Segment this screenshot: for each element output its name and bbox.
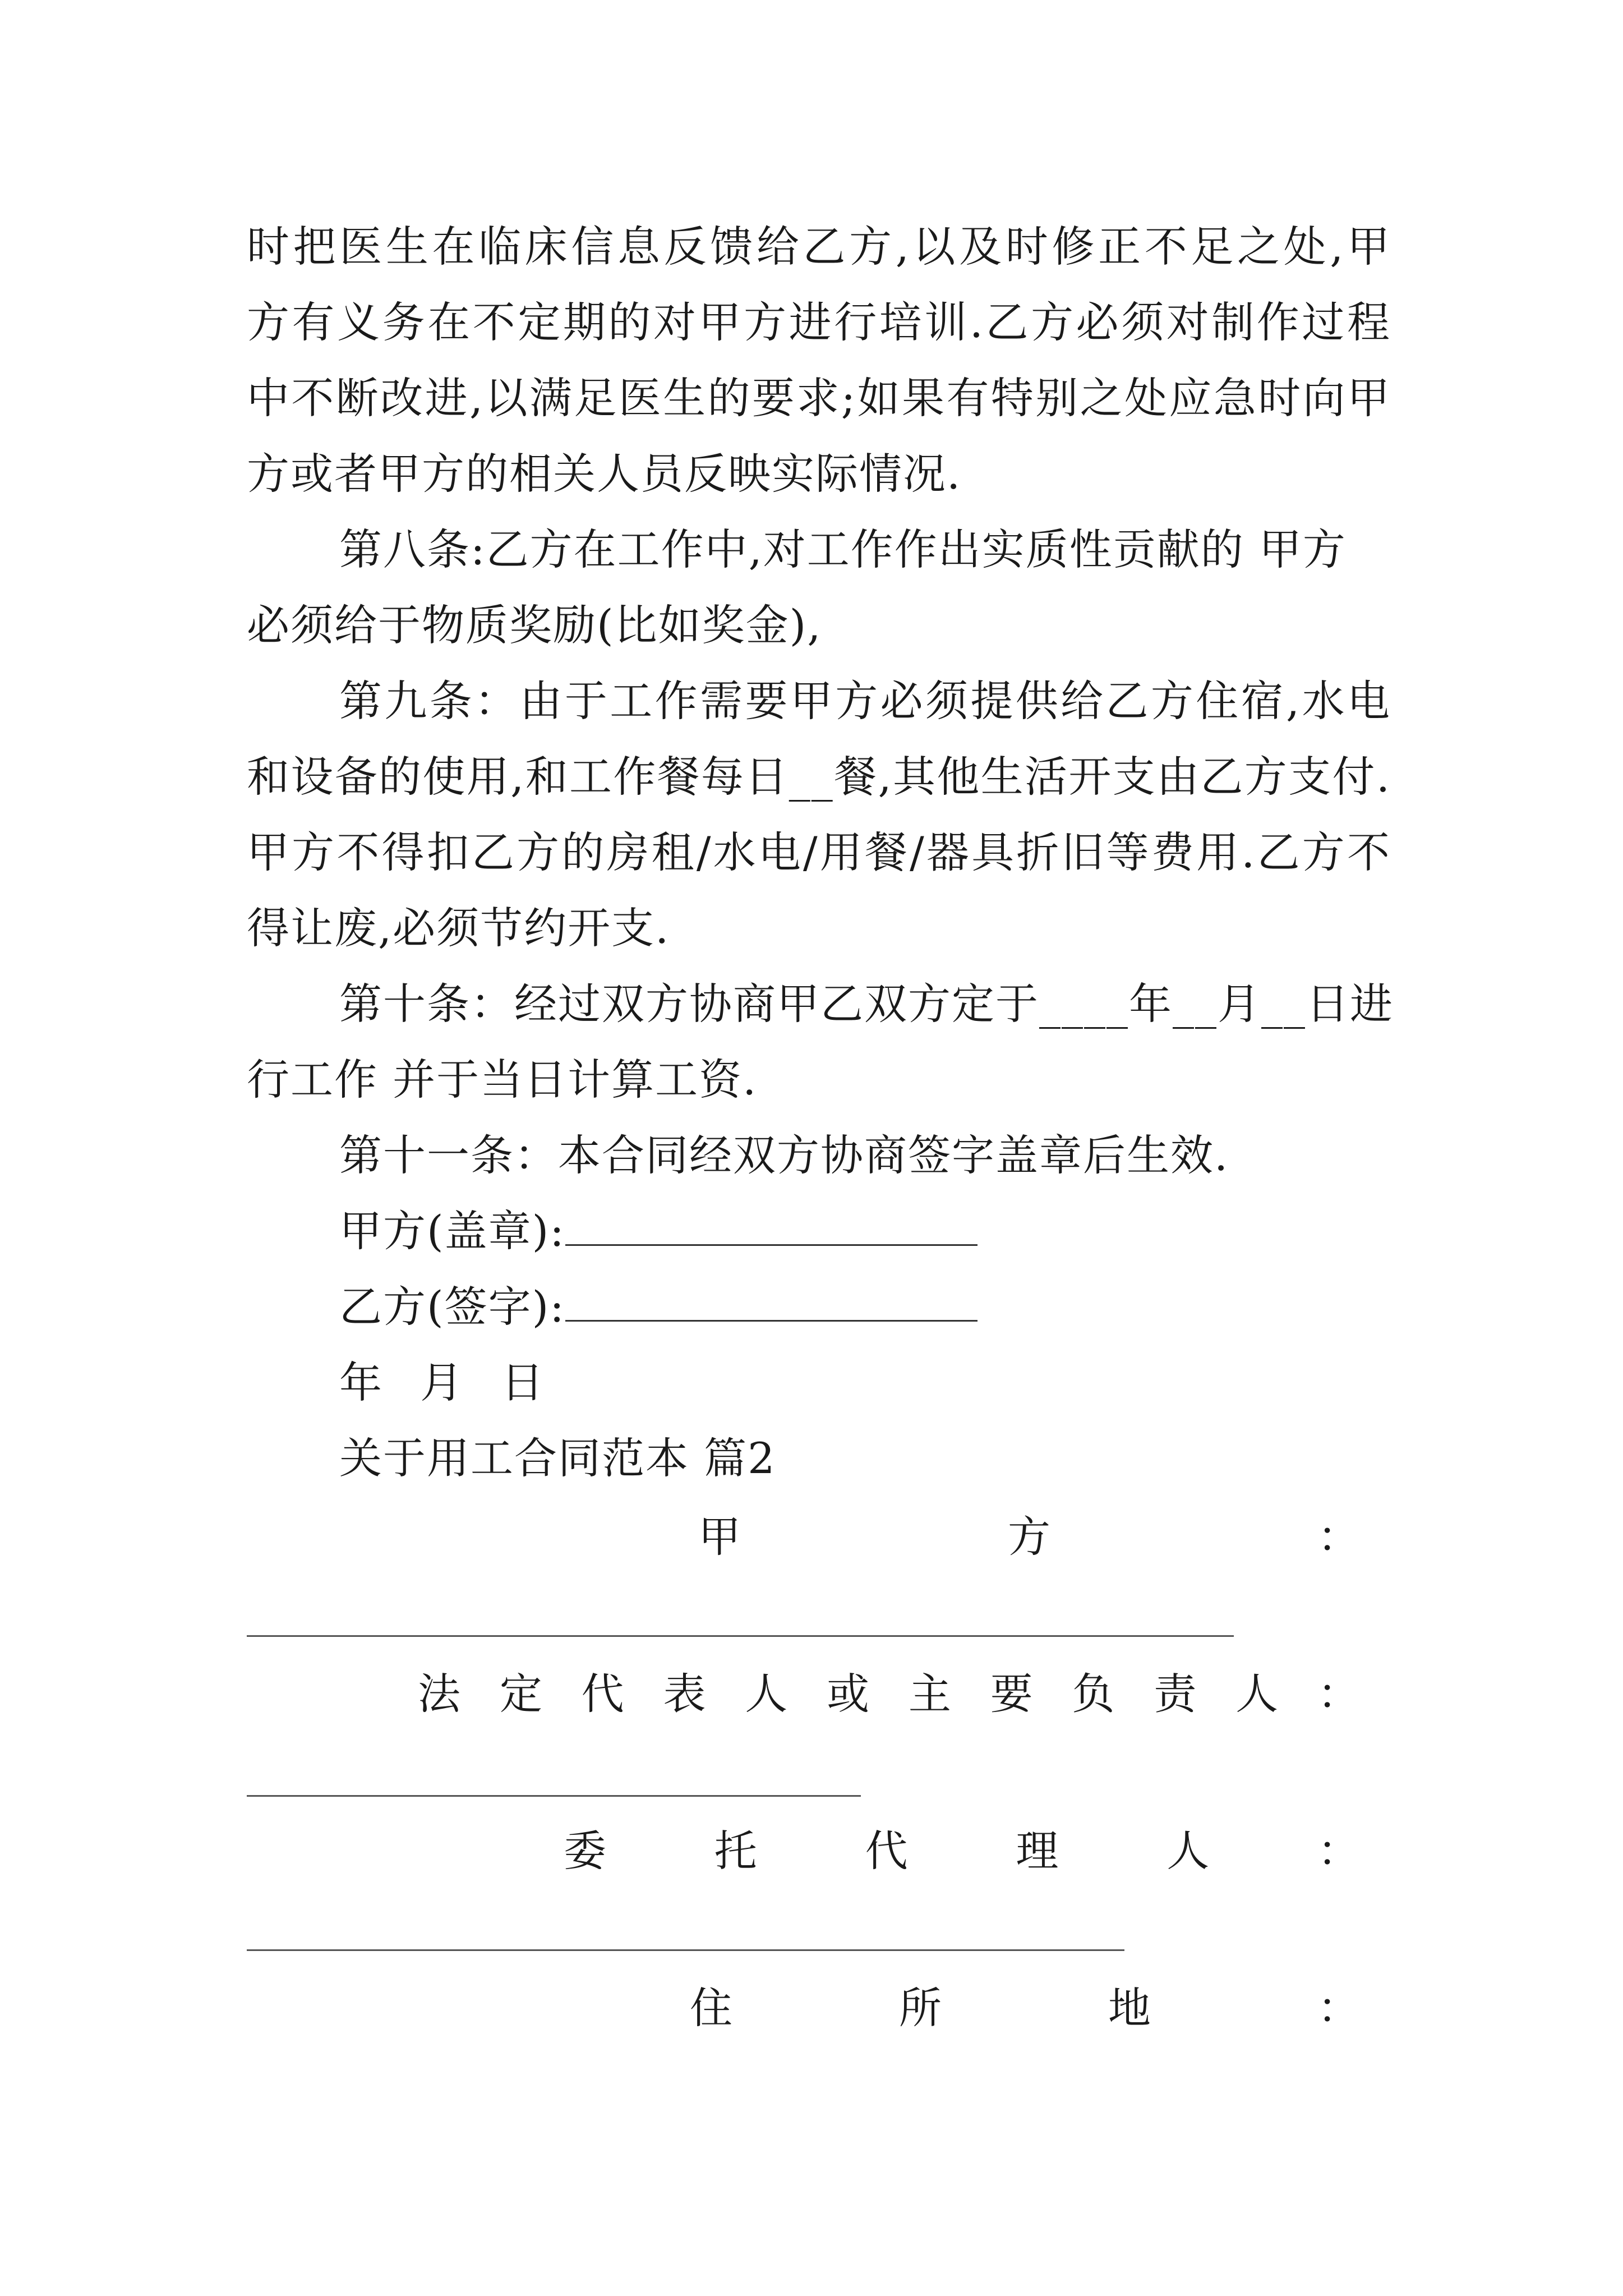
party-a-signature-line [565,1205,978,1246]
article-9-line: 甲方不得扣乙方的房租/水电/用餐/器具折旧等费用.乙方不 [247,827,1391,877]
legal-rep-underline [247,1795,861,1797]
body-text-line: 方有义务在不定期的对甲方进行培训.乙方必须对制作过程 [247,297,1391,347]
legal-rep-char: 负 [1072,1669,1115,1719]
party-a-field [698,1509,1360,1565]
legal-rep-char: 定 [499,1669,542,1719]
legal-rep-char: 要 [990,1669,1033,1719]
party-a-char: ： [1317,1512,1360,1562]
party-b-label: 乙方(签字): [339,1282,565,1332]
party-a-underline [247,1635,1234,1637]
address-char: 住 [690,1983,732,2033]
address-field [690,1980,1360,2036]
legal-rep-char: ： [1317,1669,1360,1719]
legal-rep-char: 人 [745,1669,788,1719]
agent-char: 代 [865,1826,908,1876]
agent-char: 委 [564,1826,606,1876]
party-a-label: 甲方(盖章): [339,1206,565,1256]
legal-rep-char: 或 [827,1669,870,1719]
legal-rep-char: 主 [908,1669,951,1719]
legal-rep-char: 法 [418,1669,460,1719]
legal-rep-field [418,1666,1360,1722]
party-b-signature-line [565,1281,978,1322]
party-a-char: 甲 [698,1512,741,1562]
party-a-signature [339,1203,1391,1259]
article-9-line: 第九条：由于工作需要甲方必须提供给乙方住宿,水电 [339,676,1391,726]
signature-date: 年 月 日 [339,1358,545,1407]
agent-char: ： [1317,1826,1360,1876]
agent-char: 人 [1166,1826,1210,1876]
legal-rep-char: 表 [663,1669,706,1719]
agent-field [564,1823,1360,1879]
article-11: 第十一条：本合同经双方协商签字盖章后生效. [339,1130,1229,1180]
section-2-title: 关于用工合同范本 篇2 [339,1433,776,1483]
article-8-line: 必须给于物质奖励(比如奖金), [247,600,822,650]
article-10-line: 行工作 并于当日计算工资. [247,1055,758,1105]
address-char: ： [1317,1983,1360,2033]
article-10-line: 第十条：经过双方协商甲乙双方定于____年__月__日进 [339,979,1394,1029]
legal-rep-char: 人 [1235,1669,1279,1719]
body-text-line: 时把医生在临床信息反馈给乙方,以及时修正不足之处,甲 [247,222,1391,272]
party-a-char: 方 [1008,1512,1050,1562]
article-9-line: 得让废,必须节约开支. [247,903,670,953]
body-text-line: 方或者甲方的相关人员反映实际情况. [247,449,962,499]
body-text-line: 中不断改进,以满足医生的要求;如果有特别之处应急时向甲 [247,373,1391,423]
article-8-line: 第八条:乙方在工作中,对工作作出实质性贡献的 甲方 [339,524,1347,574]
address-char: 所 [899,1983,942,2033]
address-char: 地 [1108,1983,1151,2033]
party-b-signature [339,1279,1391,1335]
article-9-line: 和设备的使用,和工作餐每日__餐,其他生活开支由乙方支付. [247,752,1391,802]
legal-rep-char: 责 [1154,1669,1197,1719]
agent-char: 托 [714,1826,757,1876]
agent-underline [247,1949,1124,1951]
agent-char: 理 [1016,1826,1059,1876]
legal-rep-char: 代 [581,1669,624,1719]
